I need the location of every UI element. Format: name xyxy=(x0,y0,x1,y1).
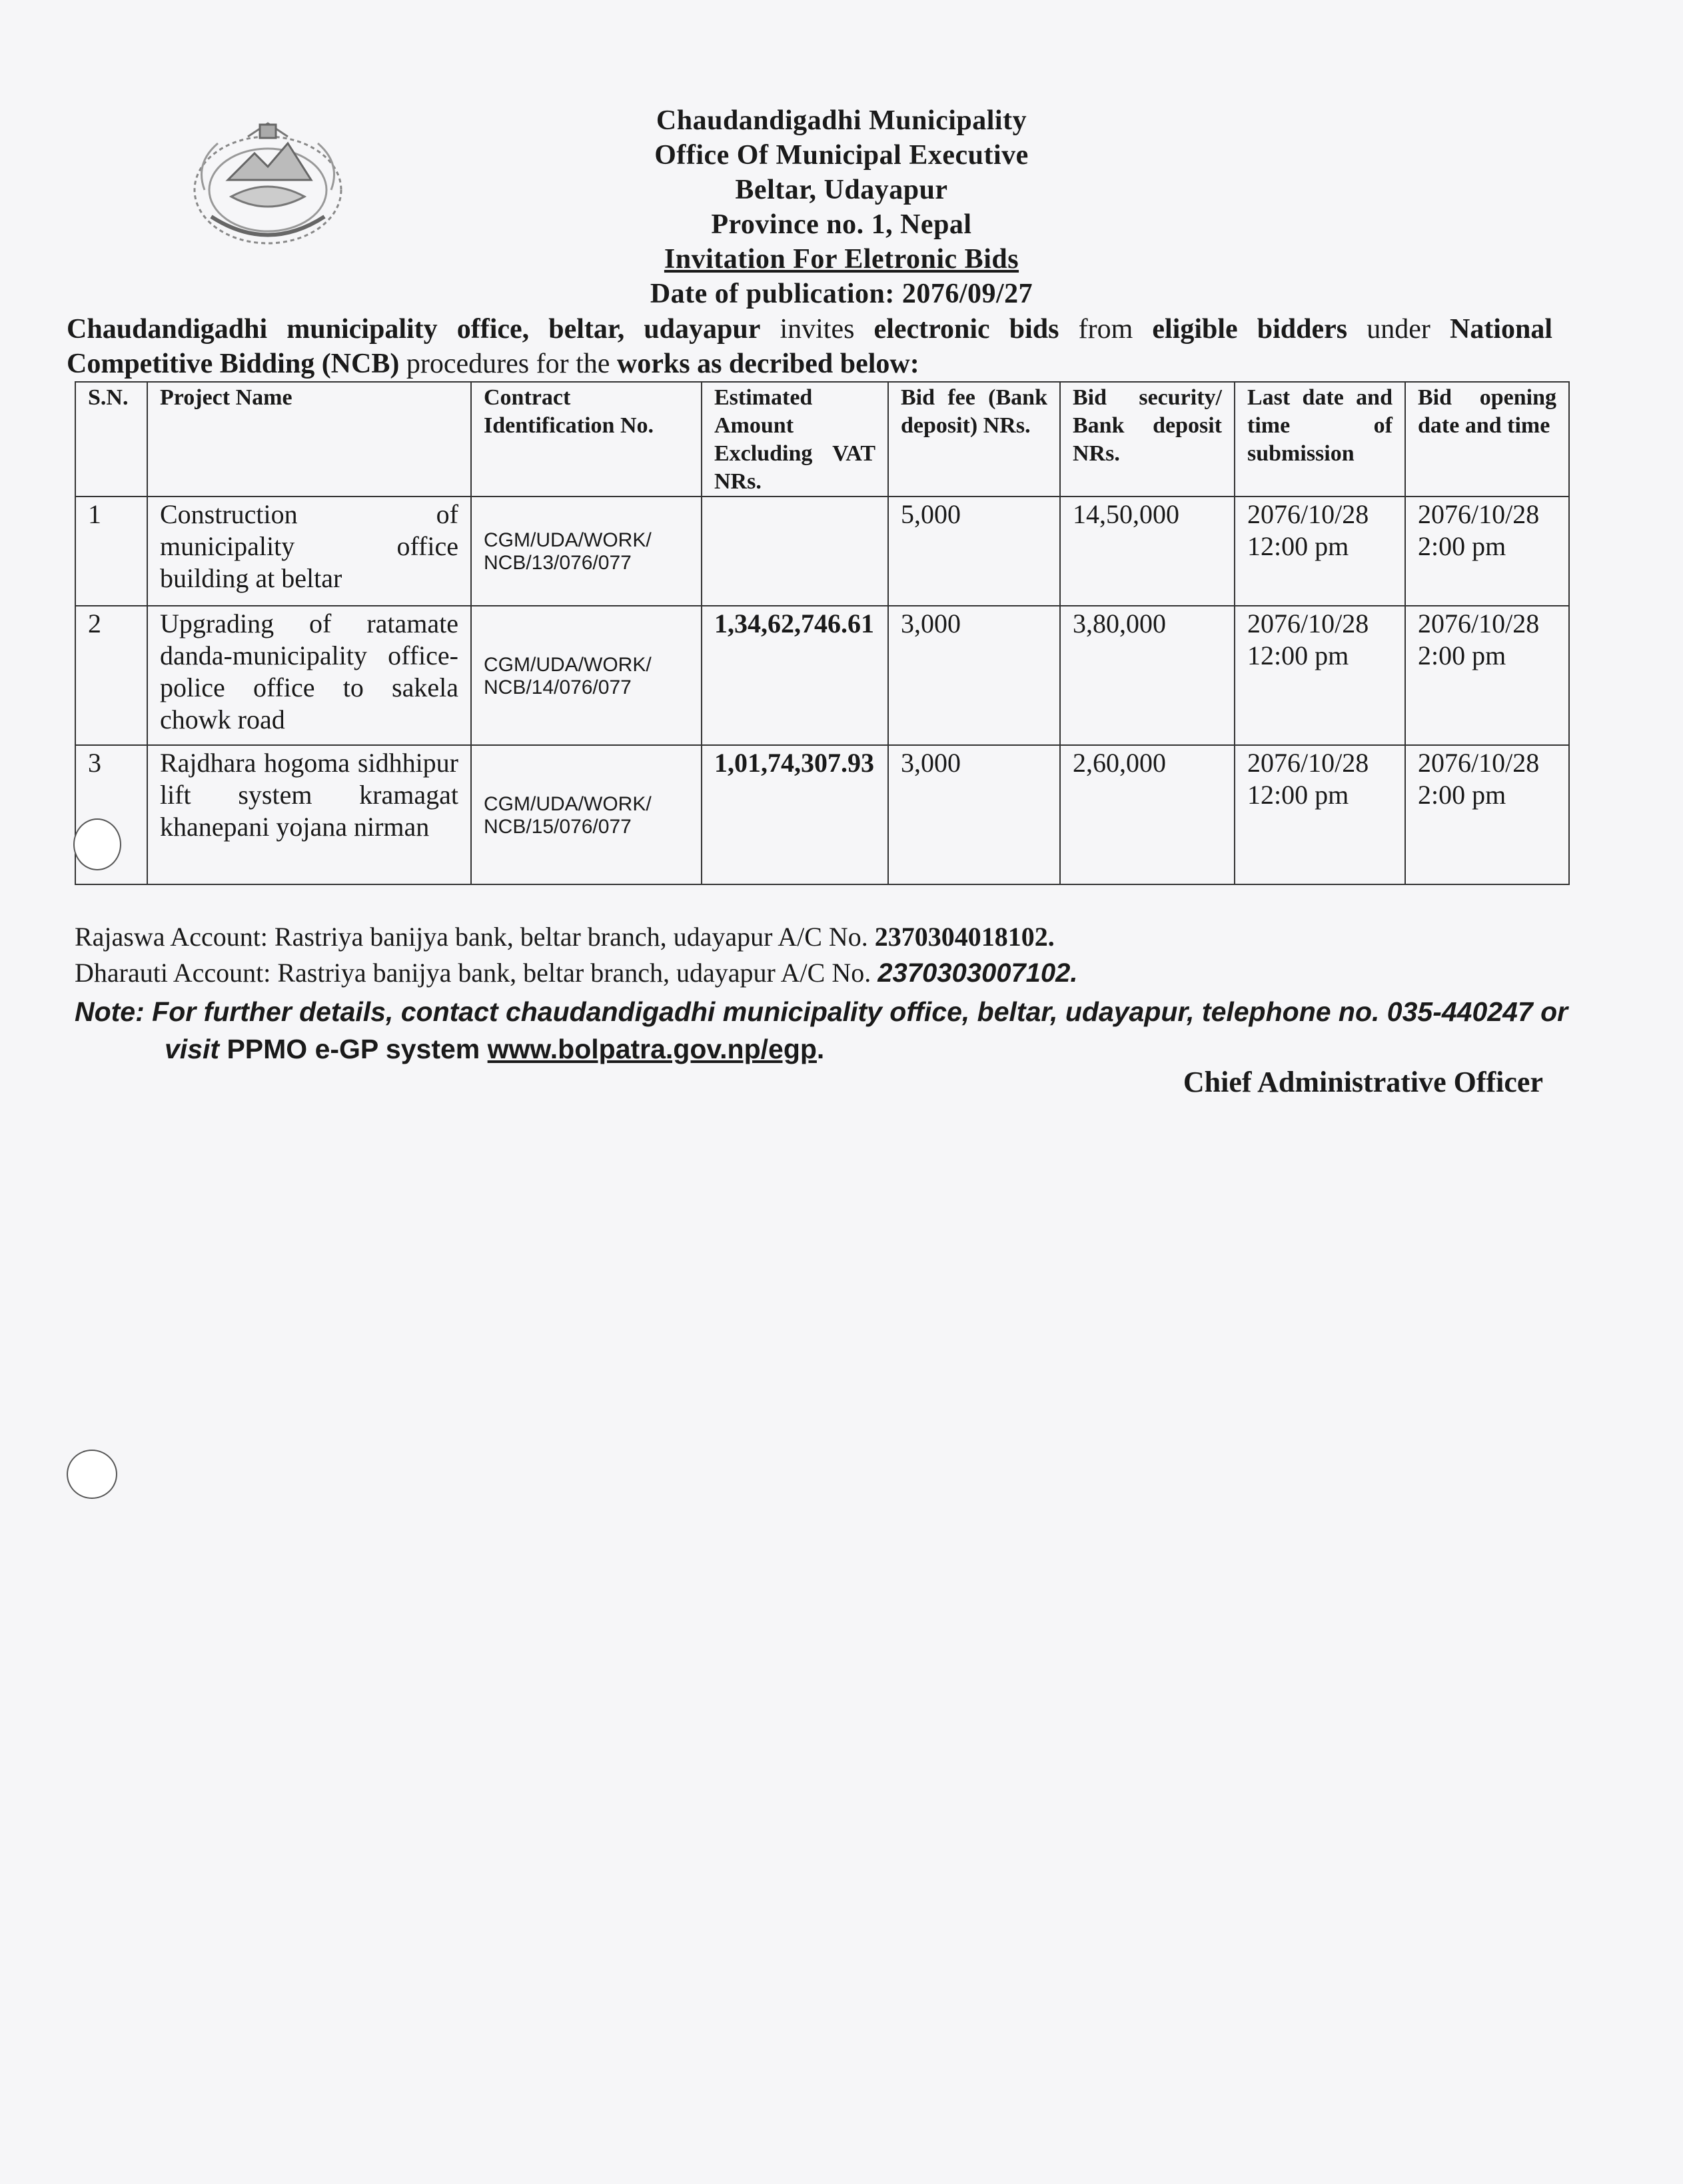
note-system: PPMO e-GP system xyxy=(219,1034,488,1064)
submission-time: 12:00 pm xyxy=(1247,780,1349,810)
intro-text-4: procedures for the xyxy=(399,349,617,379)
signoff: Chief Administrative Officer xyxy=(1183,1066,1543,1098)
cell-submission-deadline xyxy=(1235,606,1405,745)
cell-bid-security: 3,80,000 xyxy=(1060,606,1235,745)
cell-submission-deadline xyxy=(1235,497,1405,606)
notice-title: Invitation For Eletronic Bids xyxy=(664,244,1019,275)
table-row xyxy=(75,497,1569,606)
punch-hole xyxy=(73,818,121,870)
submission-date: 2076/10/28 xyxy=(1247,499,1369,529)
intro-text-1: invites xyxy=(760,314,874,345)
intro-bid-type: electronic bids xyxy=(873,314,1059,345)
dharauti-account-line xyxy=(75,957,1078,989)
intro-eligibility: eligible bidders xyxy=(1152,314,1348,345)
punch-hole xyxy=(67,1450,117,1499)
contract-id-line-2: NCB/14/076/077 xyxy=(484,676,632,698)
cell-estimated-amount: 1,01,74,307.93 xyxy=(702,745,888,884)
cell-project-name: Rajdhara hogoma sidhhipur lift system kramagat khanepani yojana nirman xyxy=(147,745,471,884)
cell-project-name: Construction of municipality office building at beltar xyxy=(147,497,471,606)
table-row xyxy=(75,606,1569,745)
note-period: . xyxy=(816,1034,825,1064)
header-bid-security: Bid security/ Bank deposit NRs. xyxy=(1060,382,1235,497)
header-estimated-amount: Estimated Amount Excluding VAT NRs. xyxy=(702,382,888,497)
contract-id-line-2: NCB/13/076/077 xyxy=(484,552,632,574)
note-line-2 xyxy=(75,1030,1574,1068)
cell-bid-opening xyxy=(1405,745,1569,884)
opening-date: 2076/10/28 xyxy=(1418,608,1540,638)
opening-time: 2:00 pm xyxy=(1418,780,1506,810)
cell-bid-fee: 5,000 xyxy=(888,497,1060,606)
table-header-row xyxy=(75,382,1569,497)
rajaswa-account-text: Rajaswa Account: Rastriya banijya bank, beltar branch, udayapur A/C No. xyxy=(75,922,875,952)
cell-contract-id xyxy=(471,606,702,745)
cell-bid-fee: 3,000 xyxy=(888,606,1060,745)
header-sn: S.N. xyxy=(75,382,147,497)
cell-contract-id xyxy=(471,497,702,606)
office-name: Office Of Municipal Executive xyxy=(654,140,1029,171)
cell-estimated-amount xyxy=(702,497,888,606)
cell-project-name: Upgrading of ratamate danda-municipality office-police office to sakela chowk road xyxy=(147,606,471,745)
cell-bid-security: 14,50,000 xyxy=(1060,497,1235,606)
org-name: Chaudandigadhi Municipality xyxy=(656,105,1027,136)
intro-paragraph xyxy=(67,312,1552,381)
submission-time: 12:00 pm xyxy=(1247,640,1349,670)
province-name: Province no. 1, Nepal xyxy=(711,209,972,240)
contract-id-line-2: NCB/15/076/077 xyxy=(484,815,632,838)
submission-date: 2076/10/28 xyxy=(1247,608,1369,638)
publication-date: Date of publication: 2076/09/27 xyxy=(650,279,1033,309)
office-location: Beltar, Udayapur xyxy=(735,175,948,205)
dharauti-account-text: Dharauti Account: Rastriya banijya bank, beltar branch, udayapur A/C No. xyxy=(75,958,878,988)
intro-issuer: Chaudandigadhi municipality office, beltar, udayapur xyxy=(67,314,761,345)
opening-time: 2:00 pm xyxy=(1418,531,1506,561)
letterhead xyxy=(0,103,1683,311)
submission-date: 2076/10/28 xyxy=(1247,748,1369,778)
cell-bid-security: 2,60,000 xyxy=(1060,745,1235,884)
contract-id-line-1: CGM/UDA/WORK/ xyxy=(484,529,652,551)
cell-sn: 1 xyxy=(75,497,147,606)
opening-date: 2076/10/28 xyxy=(1418,748,1540,778)
intro-text-2: from xyxy=(1059,314,1153,345)
header-bid-fee: Bid fee (Bank deposit) NRs. xyxy=(888,382,1060,497)
note-line-1: Note: For further details, contact chaudandigadhi municipality office, beltar, udayapur, telephone no. 035-440247 or xyxy=(75,996,1568,1027)
header-project-name: Project Name xyxy=(147,382,471,497)
header-submission-deadline: Last date and time of submission xyxy=(1235,382,1405,497)
contract-id-line-1: CGM/UDA/WORK/ xyxy=(484,653,652,676)
intro-procedure: National Competitive Bidding (NCB) xyxy=(67,314,1552,379)
opening-date: 2076/10/28 xyxy=(1418,499,1540,529)
cell-contract-id xyxy=(471,745,702,884)
cell-bid-opening xyxy=(1405,606,1569,745)
contract-id-line-1: CGM/UDA/WORK/ xyxy=(484,792,652,815)
header-contract-id: Contract Identification No. xyxy=(471,382,702,497)
intro-text-3: under xyxy=(1347,314,1450,345)
rajaswa-account-line xyxy=(75,921,1055,953)
note-visit: visit xyxy=(165,1034,220,1064)
cell-estimated-amount: 1,34,62,746.61 xyxy=(702,606,888,745)
cell-bid-opening xyxy=(1405,497,1569,606)
cell-sn: 2 xyxy=(75,606,147,745)
egp-link[interactable]: www.bolpatra.gov.np/egp xyxy=(487,1034,817,1064)
table-row xyxy=(75,745,1569,884)
bids-table xyxy=(75,381,1570,885)
cell-bid-fee: 3,000 xyxy=(888,745,1060,884)
submission-time: 12:00 pm xyxy=(1247,531,1349,561)
contact-note xyxy=(75,993,1574,1068)
header-bid-opening: Bid opening date and time xyxy=(1405,382,1569,497)
cell-sn: 3 xyxy=(75,745,147,884)
opening-time: 2:00 pm xyxy=(1418,640,1506,670)
intro-works: works as decribed below: xyxy=(616,349,919,379)
dharauti-account-number: 2370303007102. xyxy=(877,958,1078,988)
cell-submission-deadline xyxy=(1235,745,1405,884)
rajaswa-account-number: 2370304018102. xyxy=(874,922,1055,952)
